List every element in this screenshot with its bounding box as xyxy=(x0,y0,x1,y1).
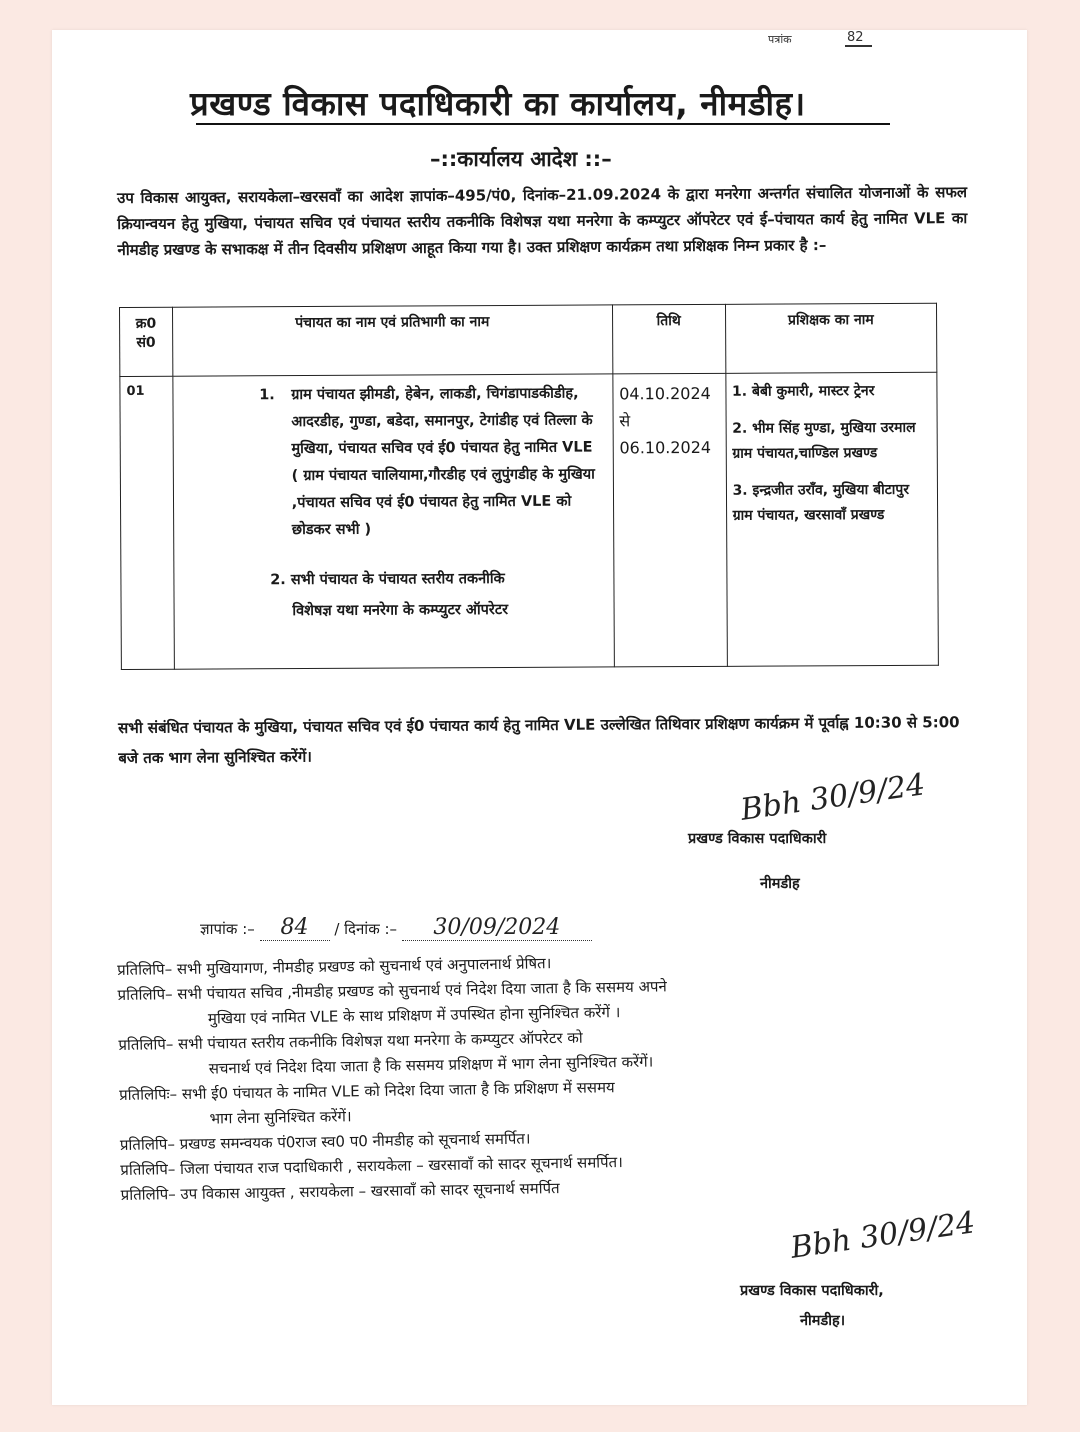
copy-text: सभी मुखियागण, नीमडीह प्रखण्ड को सुचनार्थ एवं अनुपालनार्थ प्रेषित। xyxy=(176,954,552,979)
table-header-row xyxy=(120,303,937,376)
cell-serial xyxy=(120,376,174,669)
training-table xyxy=(119,303,939,670)
trainer-2: 2. भीम सिंह मुण्डा, मुखिया उरमाल ग्राम पंचायत,चाण्डिल प्रखण्ड xyxy=(732,419,916,462)
copy-text: सभी ई0 पंचायत के नामित VLE को निदेश दिया जाता है कि प्रशिक्षण में ससमय xyxy=(181,1078,615,1103)
closing-paragraph: सभी संबंधित पंचायत के मुखिया, पंचायत सचिव एवं ई0 पंचायत कार्य हेतु नामित VLE उल्लेखित तिथिवार प्रशिक्षण कार्यक्रम में पूर्वाह्न 10:30 से 5:00 बजे तक भाग लेना सुनिश्चित करेंगें। xyxy=(118,713,960,767)
participant-group-1 xyxy=(179,380,607,544)
header-trainer: प्रशिक्षक का नाम xyxy=(725,303,937,373)
date-separator: से xyxy=(619,411,631,431)
participant-group-2-cont: विशेषज्ञ यथा मनरेगा के कम्प्युटर ऑपरेटर xyxy=(292,601,509,620)
copy-text: जिला पंचायत राज पदाधिकारी , सरायकेला – खरसावाँ को सादर सूचनार्थ समर्पित। xyxy=(179,1153,623,1179)
letter-number-value: 82 xyxy=(845,30,872,47)
participant-1-note: ( ग्राम पंचायत चालियामा,गौरडीह एवं लुपुंगडीह के मुखिया ,पंचायत सचिव एवं ई0 पंचायत हेतु नामित VLE को छोडकर सभी ) xyxy=(291,466,595,539)
reference-date-label: / दिनांक :– xyxy=(334,920,398,938)
signature-2: Bbh 30/9/24 xyxy=(788,1205,978,1266)
title-underline xyxy=(196,123,890,125)
table-row xyxy=(120,372,939,669)
cell-participants xyxy=(173,374,614,669)
copy-text: उप विकास आयुक्त , सरायकेला – खरसावाँ को सादर सूचनार्थ समर्पित xyxy=(180,1179,560,1204)
copy-label: प्रतिलिपि– xyxy=(119,1135,176,1154)
letter-number-label: पत्रांक xyxy=(768,33,792,46)
copy-continuation: सचनार्थ एवं निदेश दिया जाता है कि ससमय प्रशिक्षण में भाग लेना सुनिश्चित करेंगें। xyxy=(208,1052,654,1078)
cell-trainer xyxy=(725,372,938,666)
serial-value: 01 xyxy=(126,383,145,399)
date-from: 04.10.2024 xyxy=(619,383,711,404)
reference-date: 30/09/2024 xyxy=(402,915,592,941)
signatory-designation-2: प्रखण्ड विकास पदाधिकारी, xyxy=(740,1283,884,1299)
copy-label: प्रतिलिपि– xyxy=(117,960,173,979)
office-title: प्रखण्ड विकास पदाधिकारी का कार्यालय, नीमडीह। xyxy=(190,84,806,123)
trainer-1: 1. बेबी कुमारी, मास्टर ट्रेनर xyxy=(731,383,875,400)
copy-label: प्रतिलिपि– xyxy=(117,985,173,1004)
participant-group-2: 2. सभी पंचायत के पंचायत स्तरीय तकनीकि xyxy=(270,570,505,589)
signatory-designation-1: प्रखण्ड विकास पदाधिकारी xyxy=(688,831,827,847)
copy-text: सभी पंचायत सचिव ,नीमडीह प्रखण्ड को सुचनार्थ एवं निदेश दिया जाता है कि ससमय अपने xyxy=(177,977,667,1004)
trainer-3: 3. इन्द्रजीत उराँव, मुखिया बीटापुर ग्राम पंचायत, खरसावाँ प्रखण्ड xyxy=(732,481,910,524)
reference-number: 84 xyxy=(260,915,330,941)
reference-line xyxy=(200,915,592,941)
copy-label: प्रतिलिपिः– xyxy=(119,1085,178,1104)
reference-label: ज्ञापांक :– xyxy=(200,920,255,938)
signature-1: Bbh 30/9/24 xyxy=(738,767,928,828)
copy-continuation: भाग लेना सुनिश्चित करेंगें। xyxy=(209,1107,352,1128)
participant-1-text: ग्राम पंचायत झीमडी, हेबेन, लाकडी, चिगंडापाडकीडीह, आदरडीह, गुण्डा, बडेदा, समानपुर, टेगांडीह एवं तिल्ला के मुखिया, पंचायत सचिव एवं ई0 पंचायत हेतु नामित VLE xyxy=(291,385,593,458)
date-to: 06.10.2024 xyxy=(619,437,712,458)
signatory-place-2: नीमडीह। xyxy=(800,1313,846,1329)
copy-text: प्रखण्ड समन्वयक पं0राज स्व0 प0 नीमडीह को सूचनार्थ समर्पित। xyxy=(179,1129,531,1154)
intro-paragraph: उप विकास आयुक्त, सरायकेला–खरसवाँ का आदेश ज्ञापांक–495/पं0, दिनांक–21.09.2024 के द्वारा मनरेगा अन्तर्गत संचालित योजनाओं के सफल क्रियान्वयन हेतु मुखिया, पंचायत सचिव एवं पंचायत स्तरीय तकनीकि विशेषज्ञ यथा मनरेगा के कम्प्युटर ऑपरेटर एवं ई–पंचायत कार्य हेतु नामित VLE का नीमडीह प्रखण्ड के सभाकक्ष में तीन दिवसीय प्रशिक्षण आहूत किया गया है। उक्त प्रशिक्षण कार्यक्रम तथा प्रशिक्षक निम्न प्रकार है :– xyxy=(117,183,968,259)
copy-label: प्रतिलिपि– xyxy=(120,1185,176,1204)
order-subtitle: –::कार्यालय आदेश ::– xyxy=(430,147,612,171)
signatory-place-1: नीमडीह xyxy=(760,876,800,892)
copy-continuation: मुखिया एवं नामित VLE के साथ प्रशिक्षण में उपस्थित होना सुनिश्चित करेंगें । xyxy=(207,1003,621,1028)
copy-label: प्रतिलिपि– xyxy=(120,1160,176,1179)
participant-1-number: 1. xyxy=(259,387,275,404)
copy-text: सभी पंचायत स्तरीय तकनीकि विशेषज्ञ यथा मनरेगा के कम्प्युटर ऑपरेटर को xyxy=(177,1028,583,1054)
header-participants: पंचायत का नाम एवं प्रतिभागी का नाम xyxy=(172,305,612,376)
copy-list xyxy=(117,946,911,1208)
header-date: तिथि xyxy=(612,304,725,374)
cell-date xyxy=(613,373,727,667)
copy-label: प्रतिलिपि– xyxy=(118,1035,174,1054)
header-serial: क्र0 सं0 xyxy=(120,307,173,376)
